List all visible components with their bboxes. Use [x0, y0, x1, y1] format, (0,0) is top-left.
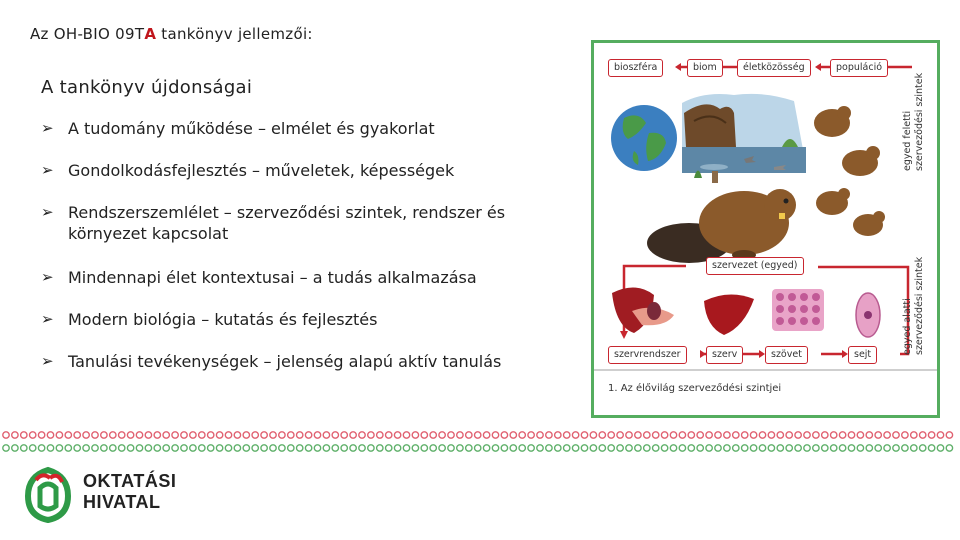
page-title: Az OH-BIO 09TA tankönyv jellemzői: [30, 25, 313, 43]
beaver-organism-icon [647, 189, 796, 263]
side-label-below-organism: egyed alatti szerveződési szintek [902, 256, 925, 355]
list-item: ➢ Tanulási tevékenységek – jelenség alapú aktív tanulás [41, 352, 502, 371]
organ-system-icon [612, 287, 674, 333]
arrow-bullet-icon: ➢ [41, 268, 54, 286]
label-organism: szervezet (egyed) [706, 257, 804, 275]
label-organ-system: szervrendszer [608, 346, 687, 364]
oktatasi-hivatal-logo-icon [20, 466, 76, 524]
label-biosphere: bioszféra [608, 59, 663, 77]
decorative-dot-row-bottom [0, 444, 960, 452]
figure-caption-bar [594, 369, 937, 415]
list-item: ➢ Modern biológia – kutatás és fejlesztés [41, 310, 378, 329]
label-cell: sejt [848, 346, 877, 364]
label-community: életközösség [737, 59, 811, 77]
list-item: ➢ Mindennapi élet kontextusai – a tudás alkalmazása [41, 268, 477, 287]
list-item: ➢ Rendszerszemlélet – szerveződési szintek, rendszer és [41, 203, 506, 222]
list-item: ➢ Gondolkodásfejlesztés – műveletek, képességek [41, 161, 455, 180]
beaver-population-icon [814, 106, 885, 236]
label-biome: biom [687, 59, 723, 77]
arrow-bullet-icon: ➢ [41, 352, 54, 370]
label-population: populáció [830, 59, 888, 77]
figure-caption: 1. Az élővilág szerveződési szintjei [608, 383, 782, 394]
list-item-continuation: környezet kapcsolat [68, 224, 229, 243]
arrow-bullet-icon: ➢ [41, 310, 54, 328]
liver-organ-icon [704, 294, 754, 335]
title-accent-letter: A [144, 25, 157, 43]
globe-icon [611, 105, 677, 171]
side-label-above-organism: egyed feletti szerveződési szintek [902, 72, 925, 171]
label-organ: szerv [706, 346, 743, 364]
arrow-bullet-icon: ➢ [41, 161, 54, 179]
tissue-icon [772, 289, 824, 331]
organization-levels-figure [591, 40, 940, 418]
decorative-dot-row-top [0, 431, 960, 439]
list-item: ➢ A tudomány működése – elmélet és gyakorlat [41, 119, 435, 138]
pond-scene-icon [682, 94, 806, 183]
feature-list [41, 118, 581, 393]
arrow-bullet-icon: ➢ [41, 203, 54, 221]
cell-icon [856, 293, 880, 337]
logo-wordmark: OKTATÁSI HIVATAL [83, 471, 177, 512]
label-tissue: szövet [765, 346, 808, 364]
arrow-bullet-icon: ➢ [41, 119, 54, 137]
section-subtitle: A tankönyv újdonságai [41, 77, 253, 98]
